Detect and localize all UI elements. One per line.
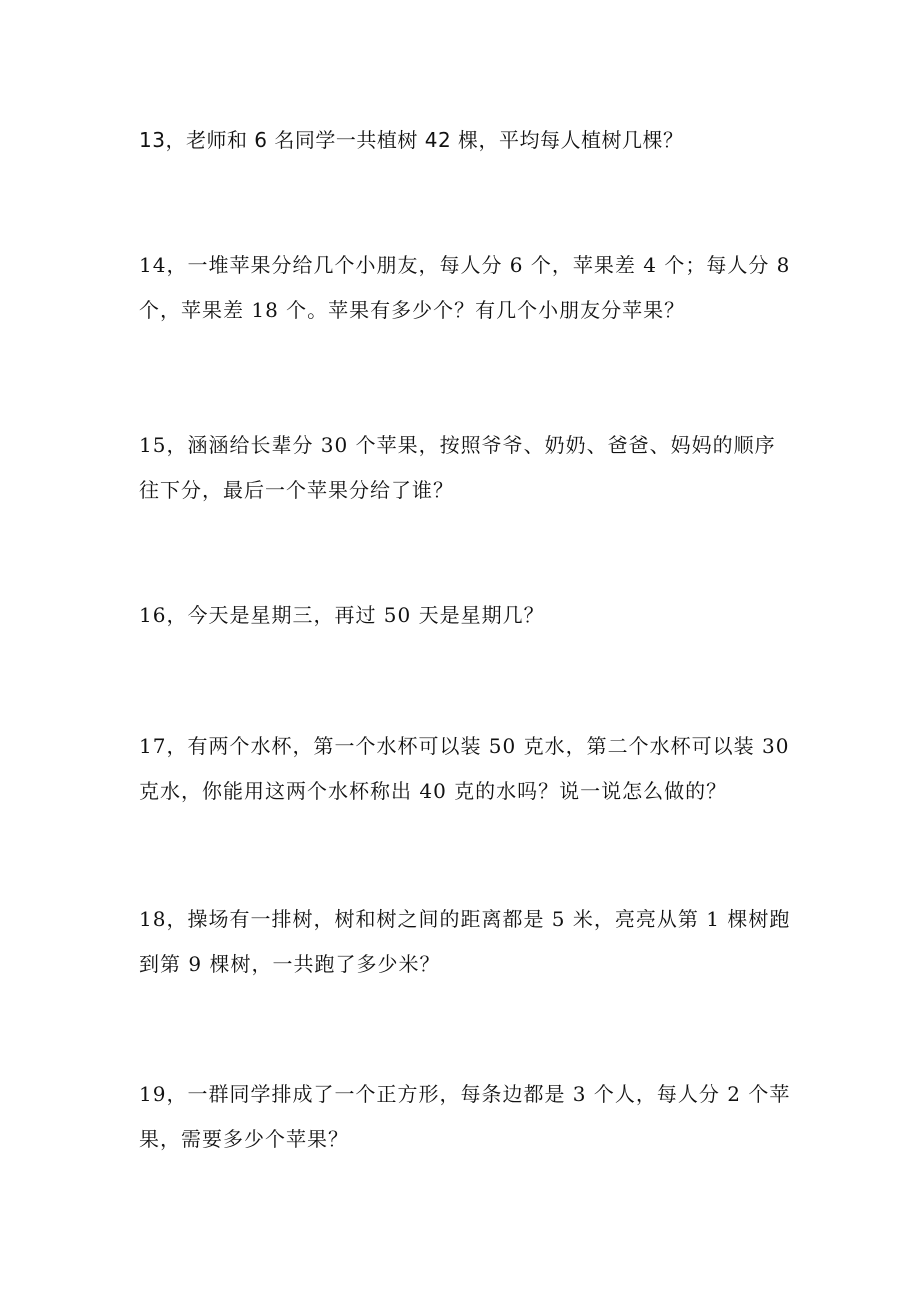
question-text-line: 克水，你能用这两个水杯称出 40 克的水吗？说一说怎么做的？ <box>139 779 728 803</box>
question-13 <box>139 118 799 163</box>
question-text-line: 19，一群同学排成了一个正方形，每条边都是 3 个人，每人分 2 个苹 <box>139 1082 791 1106</box>
question-18 <box>139 897 799 987</box>
question-text-line: 个，苹果差 18 个。苹果有多少个？有几个小朋友分苹果？ <box>139 298 686 322</box>
question-19 <box>139 1072 799 1162</box>
question-text-line: 17，有两个水杯，第一个水杯可以装 50 克水，第二个水杯可以装 30 <box>139 734 790 758</box>
question-text-line: 15，涵涵给长辈分 30 个苹果，按照爷爷、奶奶、爸爸、妈妈的顺序 <box>139 433 776 457</box>
question-text-line: 18，操场有一排树，树和树之间的距离都是 5 米，亮亮从第 1 棵树跑 <box>139 907 791 931</box>
question-17 <box>139 724 799 814</box>
question-text-line: 到第 9 棵树，一共跑了多少米？ <box>139 952 441 976</box>
question-15 <box>139 423 799 513</box>
question-16 <box>139 593 799 638</box>
question-text-line: 16，今天是星期三，再过 50 天是星期几？ <box>139 603 545 627</box>
question-text-line: 13，老师和 6 名同学一共植树 42 棵，平均每人植树几棵？ <box>139 128 684 152</box>
question-14 <box>139 243 799 333</box>
question-text-line: 14，一堆苹果分给几个小朋友，每人分 6 个，苹果差 4 个；每人分 8 <box>139 253 791 277</box>
question-text-line: 果，需要多少个苹果？ <box>139 1127 349 1151</box>
question-text-line: 往下分，最后一个苹果分给了谁？ <box>139 478 454 502</box>
